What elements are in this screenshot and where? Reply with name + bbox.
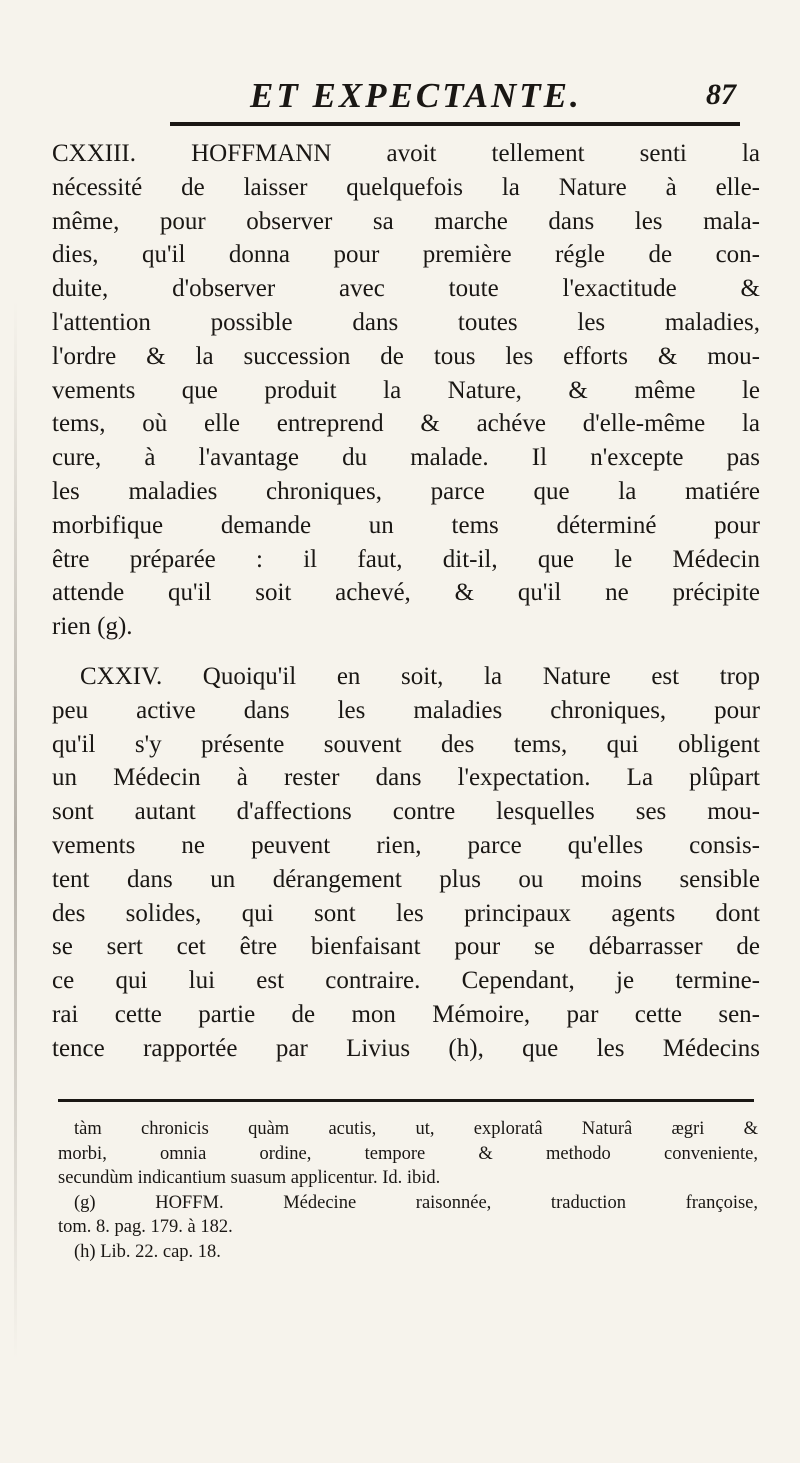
text-line: morbifique demande un tems déterminé pour bbox=[52, 511, 760, 539]
running-head bbox=[140, 76, 740, 116]
text-line: attende qu'il soit achevé, & qu'il ne précipite bbox=[52, 579, 760, 607]
text-line: nécessité de laisser quelquefois la Nature à elle- bbox=[52, 173, 760, 201]
text-line: ce qui lui est contraire. Cependant, je termine- bbox=[52, 967, 760, 995]
text-line: tence rapportée par Livius (h), que les Médecins bbox=[52, 1034, 760, 1062]
text-line: un Médecin à rester dans l'expectation. La plûpart bbox=[52, 764, 760, 792]
text-line: duite, d'observer avec toute l'exactitude & bbox=[52, 275, 760, 303]
text-line: vements ne peuvent rien, parce qu'elles consis- bbox=[52, 831, 760, 859]
page-number: 87 bbox=[706, 78, 736, 111]
text-line: peu active dans les maladies chroniques, pour bbox=[52, 696, 760, 724]
text-line: tent dans un dérangement plus ou moins sensible bbox=[52, 865, 760, 893]
header-rule bbox=[170, 122, 740, 126]
text-line: vements que produit la Nature, & même le bbox=[52, 376, 760, 404]
text-line: les maladies chroniques, parce que la matiére bbox=[52, 477, 760, 505]
text-line: sont autant d'affections contre lesquelles ses mou- bbox=[52, 798, 760, 826]
footnote-line: tom. 8. pag. 179. à 182. bbox=[58, 1217, 233, 1237]
page-gutter-shadow bbox=[14, 300, 17, 1360]
paragraph-gap bbox=[52, 644, 760, 660]
footnote-rule bbox=[58, 1099, 754, 1102]
text-line: se sert cet être bienfaisant pour se débarrasser de bbox=[52, 933, 760, 961]
main-text bbox=[52, 137, 760, 1066]
text-line: rien (g). bbox=[52, 613, 133, 641]
footnotes bbox=[58, 1117, 758, 1264]
text-line: dies, qu'il donna pour première régle de con- bbox=[52, 241, 760, 269]
footnote-line: tàm chronicis quàm acutis, ut, exploratâ Naturâ ægri & bbox=[74, 1119, 758, 1139]
text-line: CXXIV. Quoiqu'il en soit, la Nature est trop bbox=[80, 662, 760, 690]
text-line: l'attention possible dans toutes les maladies, bbox=[52, 308, 760, 336]
text-line: des solides, qui sont les principaux agents dont bbox=[52, 899, 760, 927]
text-line: être préparée : il faut, dit-il, que le Médecin bbox=[52, 545, 760, 573]
text-line: rai cette partie de mon Mémoire, par cette sen- bbox=[52, 1000, 760, 1028]
text-line: même, pour observer sa marche dans les mala- bbox=[52, 207, 760, 235]
text-line: cure, à l'avantage du malade. Il n'excepte pas bbox=[52, 444, 760, 472]
footnote-line: secundùm indicantium suasum applicentur. Id. ibid. bbox=[58, 1168, 441, 1188]
running-title: ET EXPECTANTE. bbox=[250, 76, 582, 115]
footnote-line: (h) Lib. 22. cap. 18. bbox=[74, 1241, 221, 1262]
text-line: qu'il s'y présente souvent des tems, qui obligent bbox=[52, 730, 760, 758]
text-line: CXXIII. HOFFMANN avoit tellement senti la bbox=[52, 140, 760, 167]
text-line: tems, où elle entreprend & achéve d'elle-même la bbox=[52, 410, 760, 438]
footnote-line: (g) HOFFM. Médecine raisonnée, traduction françoise, bbox=[74, 1192, 758, 1213]
text-line: l'ordre & la succession de tous les efforts & mou- bbox=[52, 342, 760, 370]
footnote-line: morbi, omnia ordine, tempore & methodo conveniente, bbox=[58, 1143, 758, 1164]
